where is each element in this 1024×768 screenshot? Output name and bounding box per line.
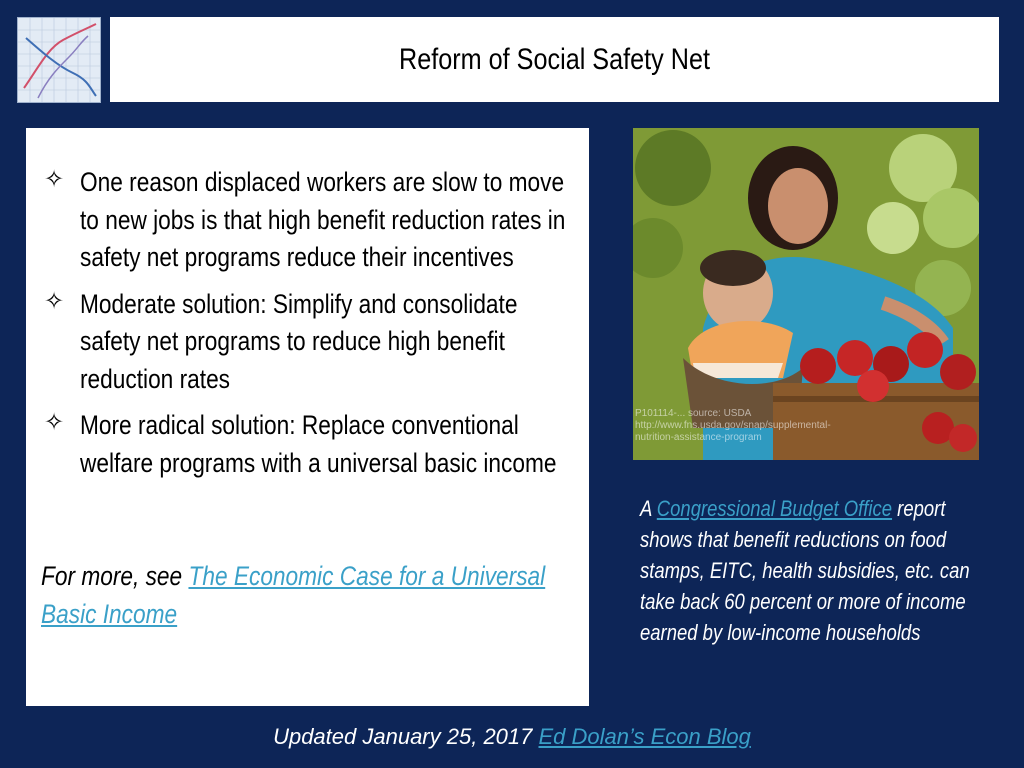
- footer-date: Updated January 25, 2017: [273, 724, 539, 749]
- footer: [0, 722, 1024, 752]
- watermark-line: nutrition-assistance-program: [635, 432, 762, 443]
- cbo-link[interactable]: Congressional Budget Office: [656, 496, 893, 521]
- photo-caption: [640, 493, 976, 648]
- slide-title: Reform of Social Safety Net: [399, 43, 710, 76]
- caption-body: report shows that benefit reductions on food stamps, EITC, health subsidies, etc. can take back 60 percent or more of income earned by low-income households: [640, 496, 970, 645]
- photo-watermark: [635, 408, 975, 444]
- shopper-photo: [633, 128, 979, 460]
- bullet-list: [40, 164, 600, 491]
- bullet-item: [40, 286, 600, 399]
- further-reading-prefix: For more, see: [41, 561, 189, 591]
- bullet-text: One reason displaced workers are slow to move to new jobs is that high benefit reduction rates in safety net programs reduce their incentives: [80, 167, 566, 272]
- four-point-star-icon: ✧: [44, 286, 65, 315]
- bullet-item: [40, 164, 600, 277]
- content-panel: [26, 128, 589, 706]
- title-bar: [110, 17, 999, 102]
- econ-blog-link[interactable]: Ed Dolan’s Econ Blog: [538, 724, 751, 749]
- further-reading: [41, 558, 579, 633]
- logo-graphic: [18, 18, 100, 102]
- watermark-line: http://www.fns.usda.gov/snap/supplemental-: [635, 420, 831, 431]
- blog-logo: [17, 17, 101, 103]
- four-point-star-icon: ✧: [44, 408, 65, 436]
- caption-prefix: A: [640, 496, 657, 521]
- bullet-text: More radical solution: Replace conventional welfare programs with a universal basic income: [80, 410, 557, 478]
- ubi-article-link[interactable]: The Economic Case for a Universal Basic Income: [41, 561, 546, 629]
- four-point-star-icon: ✧: [44, 165, 65, 193]
- bullet-item: [40, 407, 600, 482]
- bullet-text: Moderate solution: Simplify and consolidate safety net programs to reduce high benefit reduction rates: [80, 288, 518, 394]
- watermark-line: P101114-... source: USDA: [635, 408, 752, 419]
